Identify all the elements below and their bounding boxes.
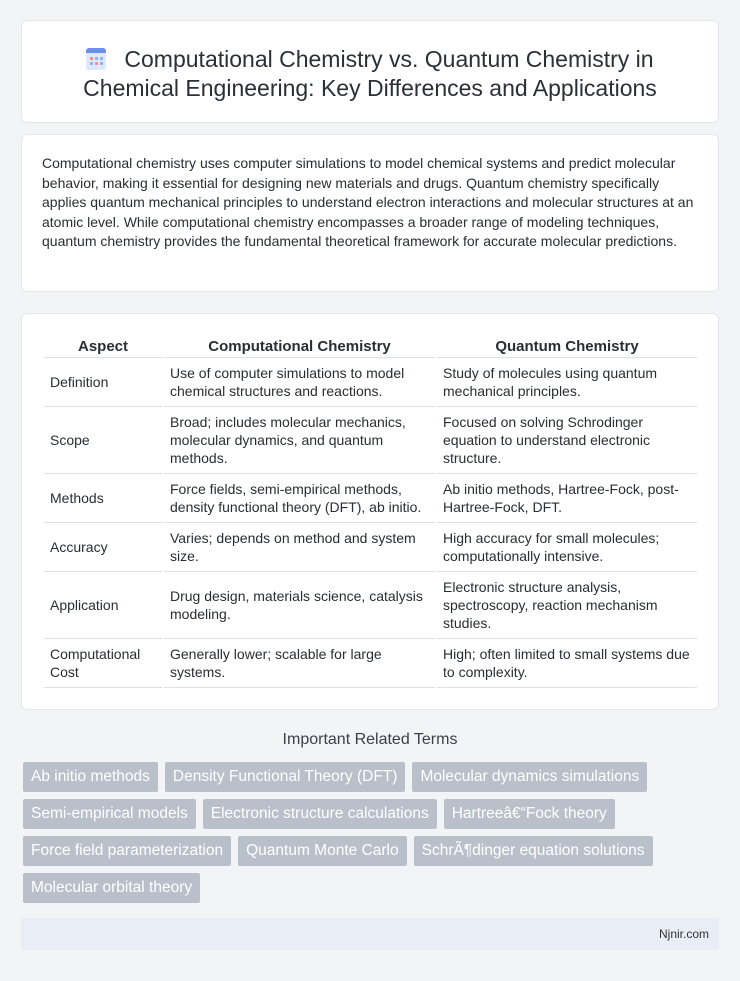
row-computational: Use of computer simulations to model chemical structures and reactions. bbox=[164, 358, 435, 407]
row-computational: Force fields, semi-empirical methods, density functional theory (DFT), ab initio. bbox=[164, 474, 435, 523]
row-quantum: Electronic structure analysis, spectroscopy, reaction mechanism studies. bbox=[437, 572, 697, 639]
intro-card bbox=[21, 134, 719, 292]
table-row bbox=[44, 358, 697, 407]
header-computational: Computational Chemistry bbox=[164, 334, 435, 358]
row-computational: Broad; includes molecular mechanics, molecular dynamics, and quantum methods. bbox=[164, 407, 435, 474]
related-term-tag[interactable]: Electronic structure calculations bbox=[203, 799, 437, 829]
row-aspect: Computational Cost bbox=[44, 639, 162, 688]
related-term-tag[interactable]: Quantum Monte Carlo bbox=[238, 836, 407, 866]
row-quantum: High; often limited to small systems due to complexity. bbox=[437, 639, 697, 688]
related-terms-list bbox=[23, 762, 723, 910]
row-computational: Generally lower; scalable for large systems. bbox=[164, 639, 435, 688]
header-quantum: Quantum Chemistry bbox=[437, 334, 697, 358]
related-term-tag[interactable]: Semi-empirical models bbox=[23, 799, 196, 829]
page-title: Computational Chemistry vs. Quantum Chemistry in Chemical Engineering: Key Differences and Applications bbox=[83, 46, 657, 101]
related-term-tag[interactable]: Force field parameterization bbox=[23, 836, 231, 866]
comparison-table bbox=[42, 334, 699, 688]
row-computational: Drug design, materials science, catalysis modeling. bbox=[164, 572, 435, 639]
related-term-tag[interactable]: Molecular dynamics simulations bbox=[412, 762, 647, 792]
related-term-tag[interactable]: Hartreeâ€“Fock theory bbox=[444, 799, 615, 829]
row-computational: Varies; depends on method and system size. bbox=[164, 523, 435, 572]
row-quantum: High accuracy for small molecules; computationally intensive. bbox=[437, 523, 697, 572]
related-term-tag[interactable]: Ab initio methods bbox=[23, 762, 158, 792]
document-icon bbox=[86, 48, 106, 70]
related-term-tag[interactable]: Density Functional Theory (DFT) bbox=[165, 762, 406, 792]
table-row bbox=[44, 407, 697, 474]
title-card bbox=[21, 20, 719, 123]
row-aspect: Scope bbox=[44, 407, 162, 474]
row-aspect: Definition bbox=[44, 358, 162, 407]
footer-site-link[interactable]: Njnir.com bbox=[658, 927, 709, 941]
comparison-card bbox=[21, 313, 719, 710]
row-aspect: Accuracy bbox=[44, 523, 162, 572]
row-quantum: Study of molecules using quantum mechanical principles. bbox=[437, 358, 697, 407]
row-aspect: Application bbox=[44, 572, 162, 639]
related-term-tag[interactable]: SchrÃ¶dinger equation solutions bbox=[414, 836, 653, 866]
related-term-tag[interactable]: Molecular orbital theory bbox=[23, 873, 200, 903]
row-quantum: Ab initio methods, Hartree-Fock, post-Hartree-Fock, DFT. bbox=[437, 474, 697, 523]
intro-paragraph: Computational chemistry uses computer simulations to model chemical systems and predict molecular behavior, making it essential for designing new materials and drugs. Quantum chemistry specifically applies quantum mechanical principles to understand electron interactions and molecular structures at an atomic level. While computational chemistry encompasses a broader range of modeling techniques, quantum chemistry provides the fundamental theoretical framework for accurate molecular predictions. bbox=[42, 155, 694, 249]
table-row bbox=[44, 639, 697, 688]
footer-bar bbox=[21, 918, 719, 950]
table-header-row bbox=[44, 334, 697, 358]
row-aspect: Methods bbox=[44, 474, 162, 523]
page-title-wrap bbox=[22, 45, 718, 103]
table-row bbox=[44, 474, 697, 523]
table-row bbox=[44, 572, 697, 639]
header-aspect: Aspect bbox=[44, 334, 162, 358]
row-quantum: Focused on solving Schrodinger equation to understand electronic structure. bbox=[437, 407, 697, 474]
related-terms-heading: Important Related Terms bbox=[282, 731, 458, 748]
table-row bbox=[44, 523, 697, 572]
